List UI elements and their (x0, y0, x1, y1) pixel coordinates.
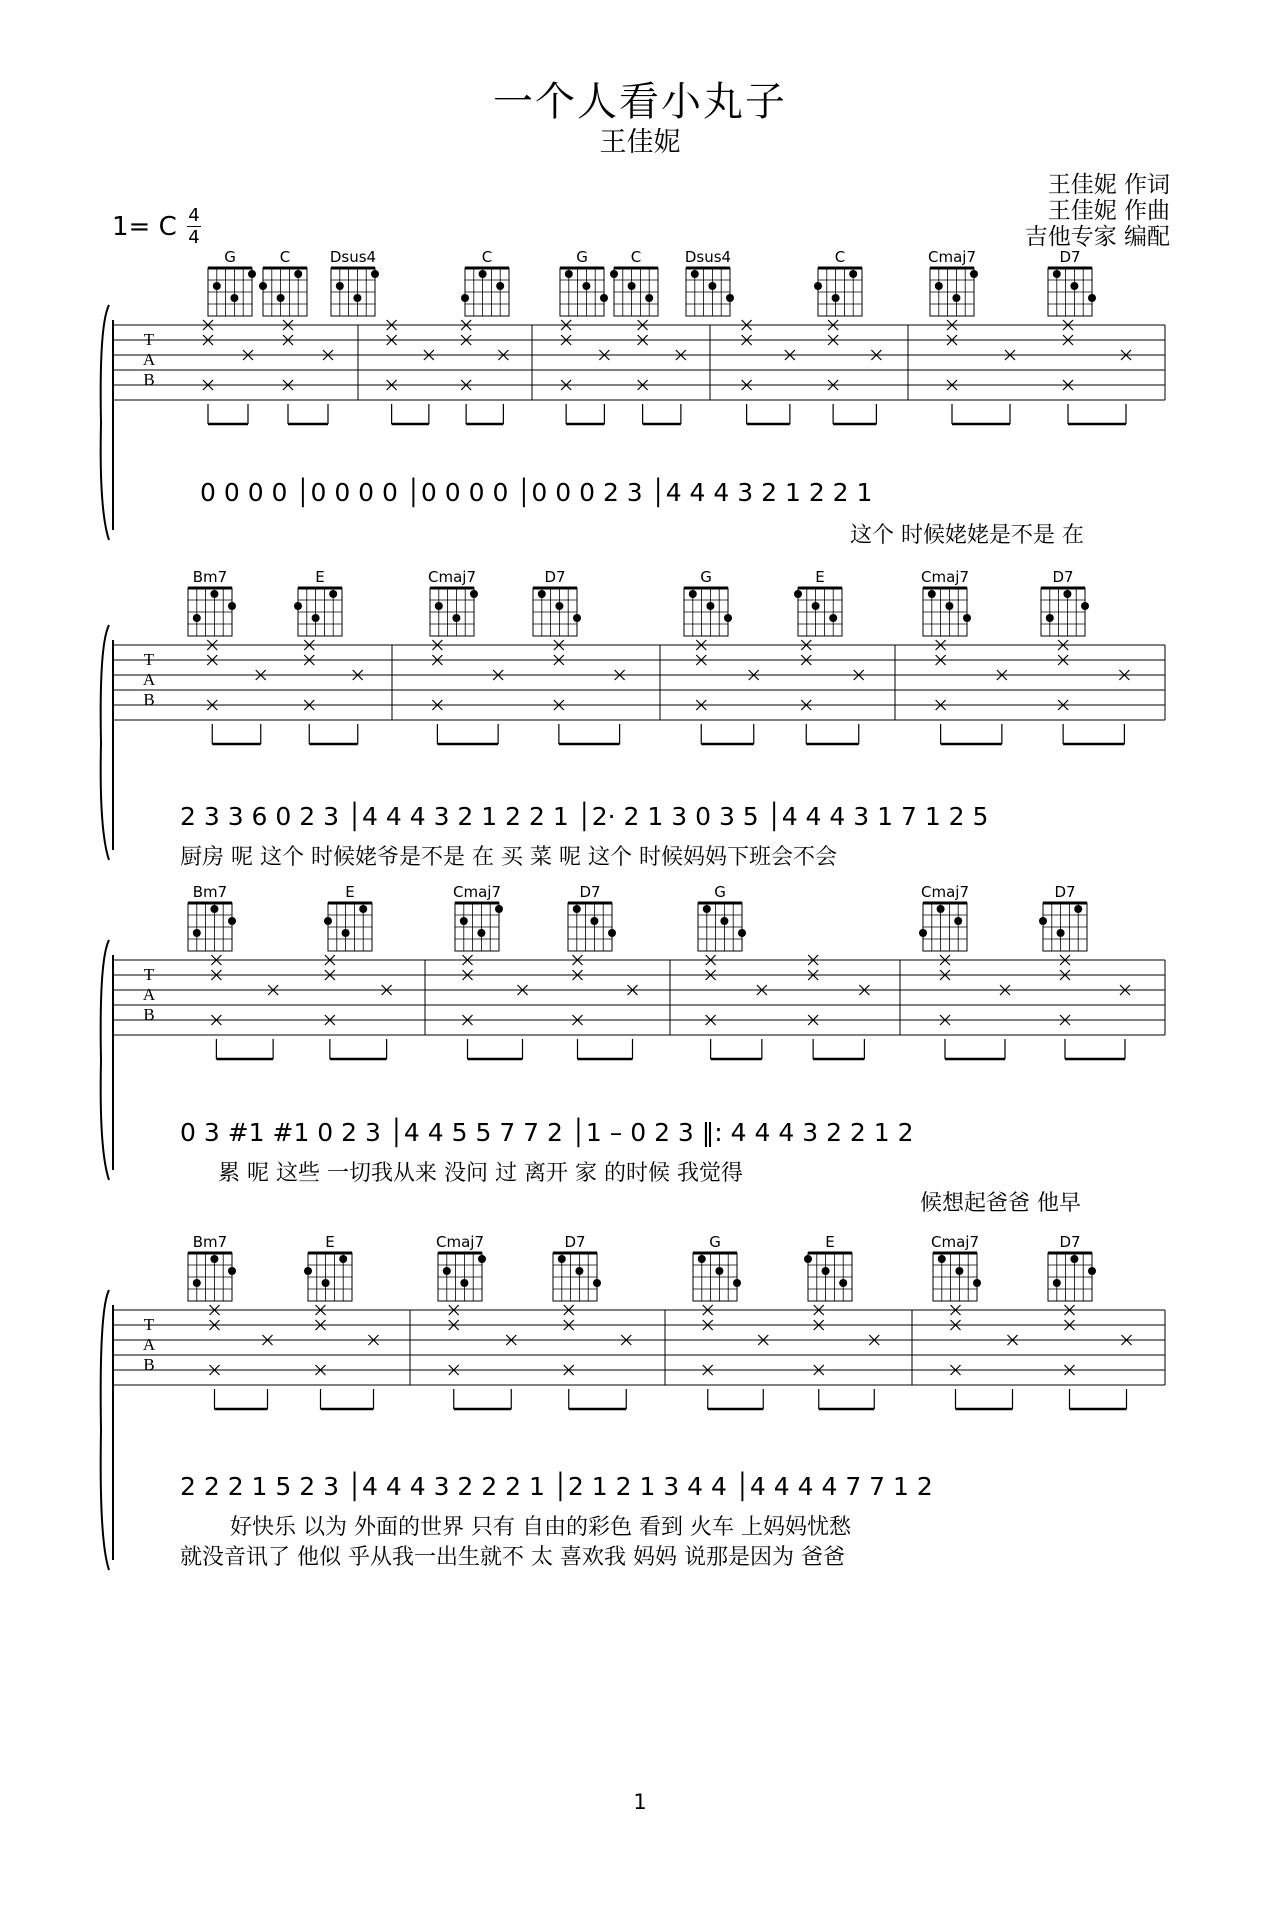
notation-line-4: 2 2 2 1 5 2 3 │4 4 4 3 2 2 2 1 │2 1 2 1 3 4 4 │4 4 4 4 7 7 1 2 (180, 1472, 933, 1501)
chord-name: Bm7 (192, 568, 228, 586)
chord-name: G (576, 248, 588, 266)
chord-name: Cmaj7 (931, 1233, 979, 1251)
chord-name: E (325, 1233, 335, 1251)
chord-name: Cmaj7 (921, 883, 969, 901)
chord-name: G (224, 248, 236, 266)
chord-name: G (714, 883, 726, 901)
chord-name: E (815, 568, 825, 586)
chord-name: Cmaj7 (928, 248, 976, 266)
chord-name: C (630, 248, 642, 266)
chord-name: D7 (1054, 883, 1076, 901)
chord-name: G (709, 1233, 721, 1251)
lyrics-line-4a: 好快乐 以为 外面的世界 只有 自由的彩色 看到 火车 上妈妈忧愁 (230, 1515, 851, 1540)
chord-name: E (345, 883, 355, 901)
chord-name: C (481, 248, 493, 266)
chord-name: D7 (544, 568, 566, 586)
chord-name: D7 (1059, 1233, 1081, 1251)
chord-name: Cmaj7 (921, 568, 969, 586)
credit-lyricist: 王佳妮 作词 (1047, 172, 1170, 198)
chord-name: Cmaj7 (428, 568, 476, 586)
lyrics-line-1a: 这个 时候姥姥是不是 在 (850, 523, 1084, 548)
key-signature: 1= C (112, 212, 177, 242)
tab-clef-t: T (143, 965, 155, 984)
song-title: 一个人看小丸子 (493, 79, 787, 125)
chord-name: Cmaj7 (453, 883, 501, 901)
chord-name: Bm7 (192, 883, 228, 901)
tab-clef-a: A (142, 670, 156, 689)
time-sig-top: 4 (188, 205, 200, 226)
tab-clef-a: A (142, 1335, 156, 1354)
credit-arranger: 吉他专家 编配 (1024, 224, 1170, 250)
lyrics-line-4b: 就没音讯了 他似 乎从我一出生就不 太 喜欢我 妈妈 说那是因为 爸爸 (180, 1545, 845, 1570)
chord-name: D7 (1052, 568, 1074, 586)
chord-name: C (834, 248, 846, 266)
tab-clef-b: B (143, 370, 155, 389)
chord-name: E (825, 1233, 835, 1251)
chord-name: G (700, 568, 712, 586)
chord-name: E (315, 568, 325, 586)
credit-composer: 王佳妮 作曲 (1047, 198, 1170, 224)
lyrics-line-3a: 累 呢 这些 一切我从来 没问 过 离开 家 的时候 我觉得 (218, 1161, 743, 1186)
tab-clef-b: B (143, 1005, 155, 1024)
tab-clef-t: T (143, 330, 155, 349)
tab-clef-t: T (143, 650, 155, 669)
tab-clef-a: A (142, 350, 156, 369)
tab-clef-b: B (143, 1355, 155, 1374)
time-sig-bottom: 4 (188, 227, 200, 248)
song-artist: 王佳妮 (599, 127, 681, 158)
chord-name: D7 (1059, 248, 1081, 266)
lyrics-line-2a: 厨房 呢 这个 时候姥爷是不是 在 买 菜 呢 这个 时候妈妈下班会不会 (180, 845, 837, 870)
notation-line-1: 0 0 0 0 │0 0 0 0 │0 0 0 0 │0 0 0 2 3 │4 4 4 3 2 1 2 2 1 (200, 478, 873, 507)
chord-name: Cmaj7 (436, 1233, 484, 1251)
lyrics-line-3b: 候想起爸爸 他早 (920, 1191, 1081, 1216)
page-number: 1 (633, 1790, 647, 1814)
chord-name: C (279, 248, 291, 266)
chord-name: Dsus4 (329, 248, 377, 266)
chord-name: Dsus4 (684, 248, 732, 266)
chord-name: D7 (564, 1233, 586, 1251)
tab-clef-t: T (143, 1315, 155, 1334)
notation-line-3: 0 3 #1 #1 0 2 3 │4 4 5 5 7 7 2 │1 – 0 2 3 ‖: 4 4 4 3 2 2 1 2 (180, 1118, 914, 1147)
notation-line-2: 2 3 3 6 0 2 3 │4 4 4 3 2 1 2 2 1 │2· 2 1 3 0 3 5 │4 4 4 3 1 7 1 2 5 (180, 802, 989, 831)
chord-name: Bm7 (192, 1233, 228, 1251)
tab-clef-a: A (142, 985, 156, 1004)
tab-clef-b: B (143, 690, 155, 709)
chord-name: D7 (579, 883, 601, 901)
